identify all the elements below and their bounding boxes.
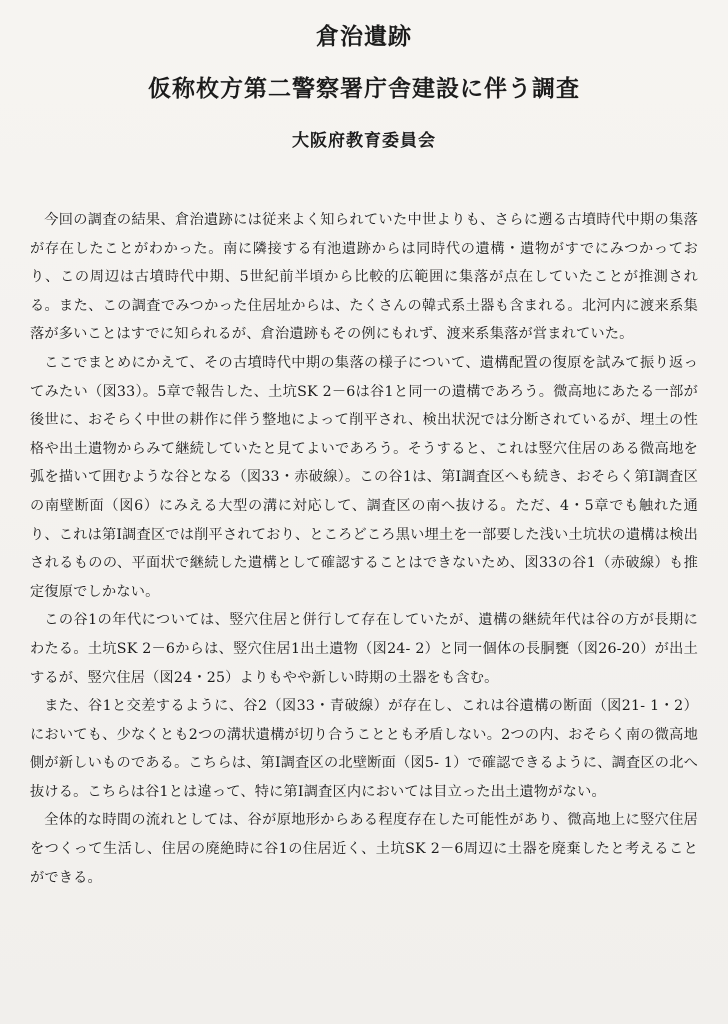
body-text — [30, 206, 698, 892]
author-line: 大阪府教育委員会 — [292, 131, 436, 151]
page-subtitle: 仮称枚方第二警察署庁舎建設に伴う調査 — [148, 76, 580, 102]
paragraph: また、谷1と交差するように、谷2（図33・青破線）が存在し、これは谷遺構の断面（図21- 1・2）においても、少なくとも2つの溝状遺構が切り合うこととも矛盾しない。2つの内、おそらく南の微高地側が新しいものである。こちらは、第Ⅰ調査区の北壁断面（図5- 1）で確認できるように、調査区の北へ抜ける。こちらは谷1とは違って、特に第Ⅰ調査区内においては目立った出土遺物がない。 — [30, 698, 698, 800]
paragraph: 今回の調査の結果、倉治遺跡には従来よく知られていた中世よりも、さらに遡る古墳時代中期の集落が存在したことがわかった。南に隣接する有池遺跡からは同時代の遺構・遺物がすでにみつかっており、この周辺は古墳時代中期、5世紀前半頃から比較的広範囲に集落が点在していたことが推測される。また、この調査でみつかった住居址からは、たくさんの韓式系土器も含まれる。北河内に渡来系集落が多いことはすでに知られるが、倉治遺跡もその例にもれず、渡来系集落が営まれていた。 — [30, 212, 698, 343]
paragraph: この谷1の年代については、竪穴住居と併行して存在していたが、遺構の継続年代は谷の方が長期にわたる。土坑SK 2－6からは、竪穴住居1出土遺物（図24- 2）と同一個体の長胴甕（図26-20）が出土するが、竪穴住居（図24・25）よりもやや新しい時期の土器をも含む。 — [30, 612, 698, 686]
page-title: 倉治遺跡 — [316, 24, 412, 50]
paragraph: 全体的な時間の流れとしては、谷が原地形からある程度存在した可能性があり、微高地上に竪穴住居をつくって生活し、住居の廃絶時に谷1の住居近く、土坑SK 2－6周辺に土器を廃棄したと考えることができる。 — [30, 812, 698, 886]
paragraph: ここでまとめにかえて、その古墳時代中期の集落の様子について、遺構配置の復原を試みて振り返ってみたい（図33）。5章で報告した、土坑SK 2－6は谷1と同一の遺構であろう。微高地にあたる一部が後世に、おそらく中世の耕作に伴う整地によって削平され、検出状況では分断されているが、埋土の性格や出土遺物からみて継続していたと見てよいであろう。そうすると、これは竪穴住居のある微高地を弧を描いて囲むような谷となる（図33・赤破線）。この谷1は、第Ⅰ調査区へも続き、おそらく第Ⅰ調査区の南壁断面（図6）にみえる大型の溝に対応して、調査区の南へ抜ける。ただ、4・5章でも触れた通り、これは第Ⅰ調査区では削平されており、ところどころ黒い埋土を一部要した浅い土坑状の遺構は検出されるものの、平面状で継続した遺構として確認することはできないため、図33の谷1（赤破線）も推定復原でしかない。 — [30, 354, 698, 600]
